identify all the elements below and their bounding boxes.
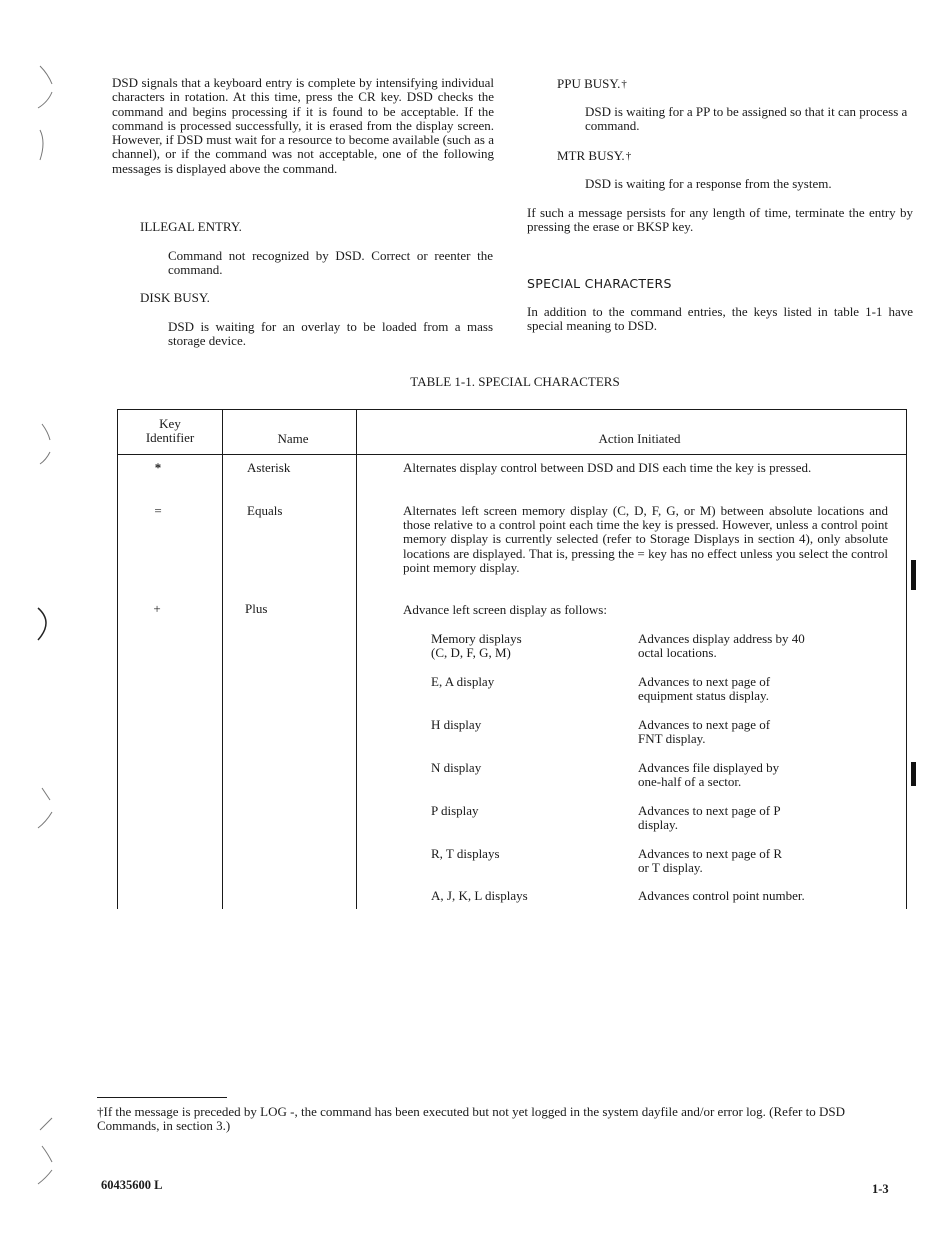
change-bar [911, 560, 916, 590]
message-ppu-busy [557, 76, 627, 92]
table-row-key: = [154, 503, 162, 518]
message-description: DSD is waiting for a response from the system. [585, 176, 832, 191]
subrow-effect: Advances to next page of P display. [638, 803, 781, 833]
subrow-display: E, A display [431, 674, 495, 689]
header-action: Action Initiated [598, 431, 681, 446]
subrow-effect: Advances file displayed by one-half of a sector. [638, 760, 780, 790]
subrow-effect: Advances to next page of FNT display. [638, 717, 771, 747]
subrow-display: A, J, K, L displays [431, 888, 528, 903]
table-caption: TABLE 1-1. SPECIAL CHARACTERS [410, 374, 620, 389]
table-row-name: Equals [247, 503, 283, 518]
table-row-name: Plus [245, 601, 268, 616]
table-row-action: Alternates display control between DSD and DIS each time the key is pressed. [403, 460, 812, 475]
table-row-name: Asterisk [247, 460, 291, 475]
subrow-display: R, T displays [431, 846, 500, 861]
table-row-key: + [153, 601, 161, 616]
table-column-divider [222, 409, 223, 909]
message-label: ILLEGAL ENTRY. [140, 219, 242, 234]
message-label: MTR BUSY. [557, 148, 625, 163]
footnote-rule [97, 1097, 227, 1098]
intro-paragraph: DSD signals that a keyboard entry is complete by intensifying individual characters in rotation. At this time, press the CR key. DSD checks the command and begins processing if it is found to be acceptable. If the command is processed successfully, it is erased from the display screen. However, if DSD must wait for a resource to become available (such as a channel), or if the command was not acceptable, one of the following messages is displayed above the command. [112, 75, 494, 176]
subrow-effect: Advances display address by 40 octal locations. [638, 631, 805, 661]
message-label: PPU BUSY. [557, 76, 621, 91]
table-right-border [906, 409, 907, 909]
subrow-effect: Advances control point number. [638, 888, 805, 903]
footnote-text: If the message is preceded by LOG -, the command has been executed but not yet logged in the system dayfile and/or error log. (Refer to DSD Commands, in section 3.) [97, 1104, 845, 1134]
subrow-display: Memory displays (C, D, F, G, M) [431, 631, 522, 661]
footnote [97, 1105, 897, 1134]
section-heading: SPECIAL CHARACTERS [527, 276, 672, 291]
section-text: In addition to the command entries, the keys listed in table 1-1 have special meaning to DSD. [527, 304, 913, 334]
page-number: 1-3 [872, 1182, 889, 1196]
punch-marks [30, 60, 70, 1190]
message-mtr-busy [557, 148, 631, 164]
message-description: DSD is waiting for an overlay to be loaded from a mass storage device. [168, 319, 493, 349]
subrow-effect: Advances to next page of R or T display. [638, 846, 783, 876]
table-row-action: Alternates left screen memory display (C, D, F, G, or M) between absolute locations and those relative to a control point each time the key is pressed. However, unless a control point memory display is currently selected (refer to Storage Displays in section 4), only absolute locations are displayed. That is, pressing the = key has no effect unless you select the control point memory display. [403, 503, 888, 575]
header-name: Name [277, 431, 309, 446]
dagger-mark: † [97, 1104, 104, 1119]
subrow-display: H display [431, 717, 482, 732]
change-bar [911, 762, 916, 786]
message-disk-busy [140, 290, 496, 306]
table-top-border [117, 409, 907, 410]
subrow-display: P display [431, 803, 479, 818]
header-key-identifier: Key Identifier [145, 416, 195, 446]
table-row-action: Advance left screen display as follows: [403, 602, 607, 617]
subrow-display: N display [431, 760, 482, 775]
table-header-rule [117, 454, 907, 455]
message-description: Command not recognized by DSD. Correct or reenter the command. [168, 248, 493, 278]
message-label: DISK BUSY. [140, 290, 210, 305]
persist-note: If such a message persists for any length of time, terminate the entry by pressing the erase or BKSP key. [527, 205, 913, 235]
table-row-key: * [154, 460, 162, 475]
dagger-mark: † [625, 150, 632, 162]
subrow-effect: Advances to next page of equipment status display. [638, 674, 771, 704]
message-illegal-entry [140, 219, 496, 235]
document-number: 60435600 L [101, 1178, 163, 1192]
dagger-mark: † [621, 78, 627, 90]
message-description: DSD is waiting for a PP to be assigned so that it can process a command. [585, 104, 908, 134]
table-column-divider [356, 409, 357, 909]
table-left-border [117, 409, 118, 909]
